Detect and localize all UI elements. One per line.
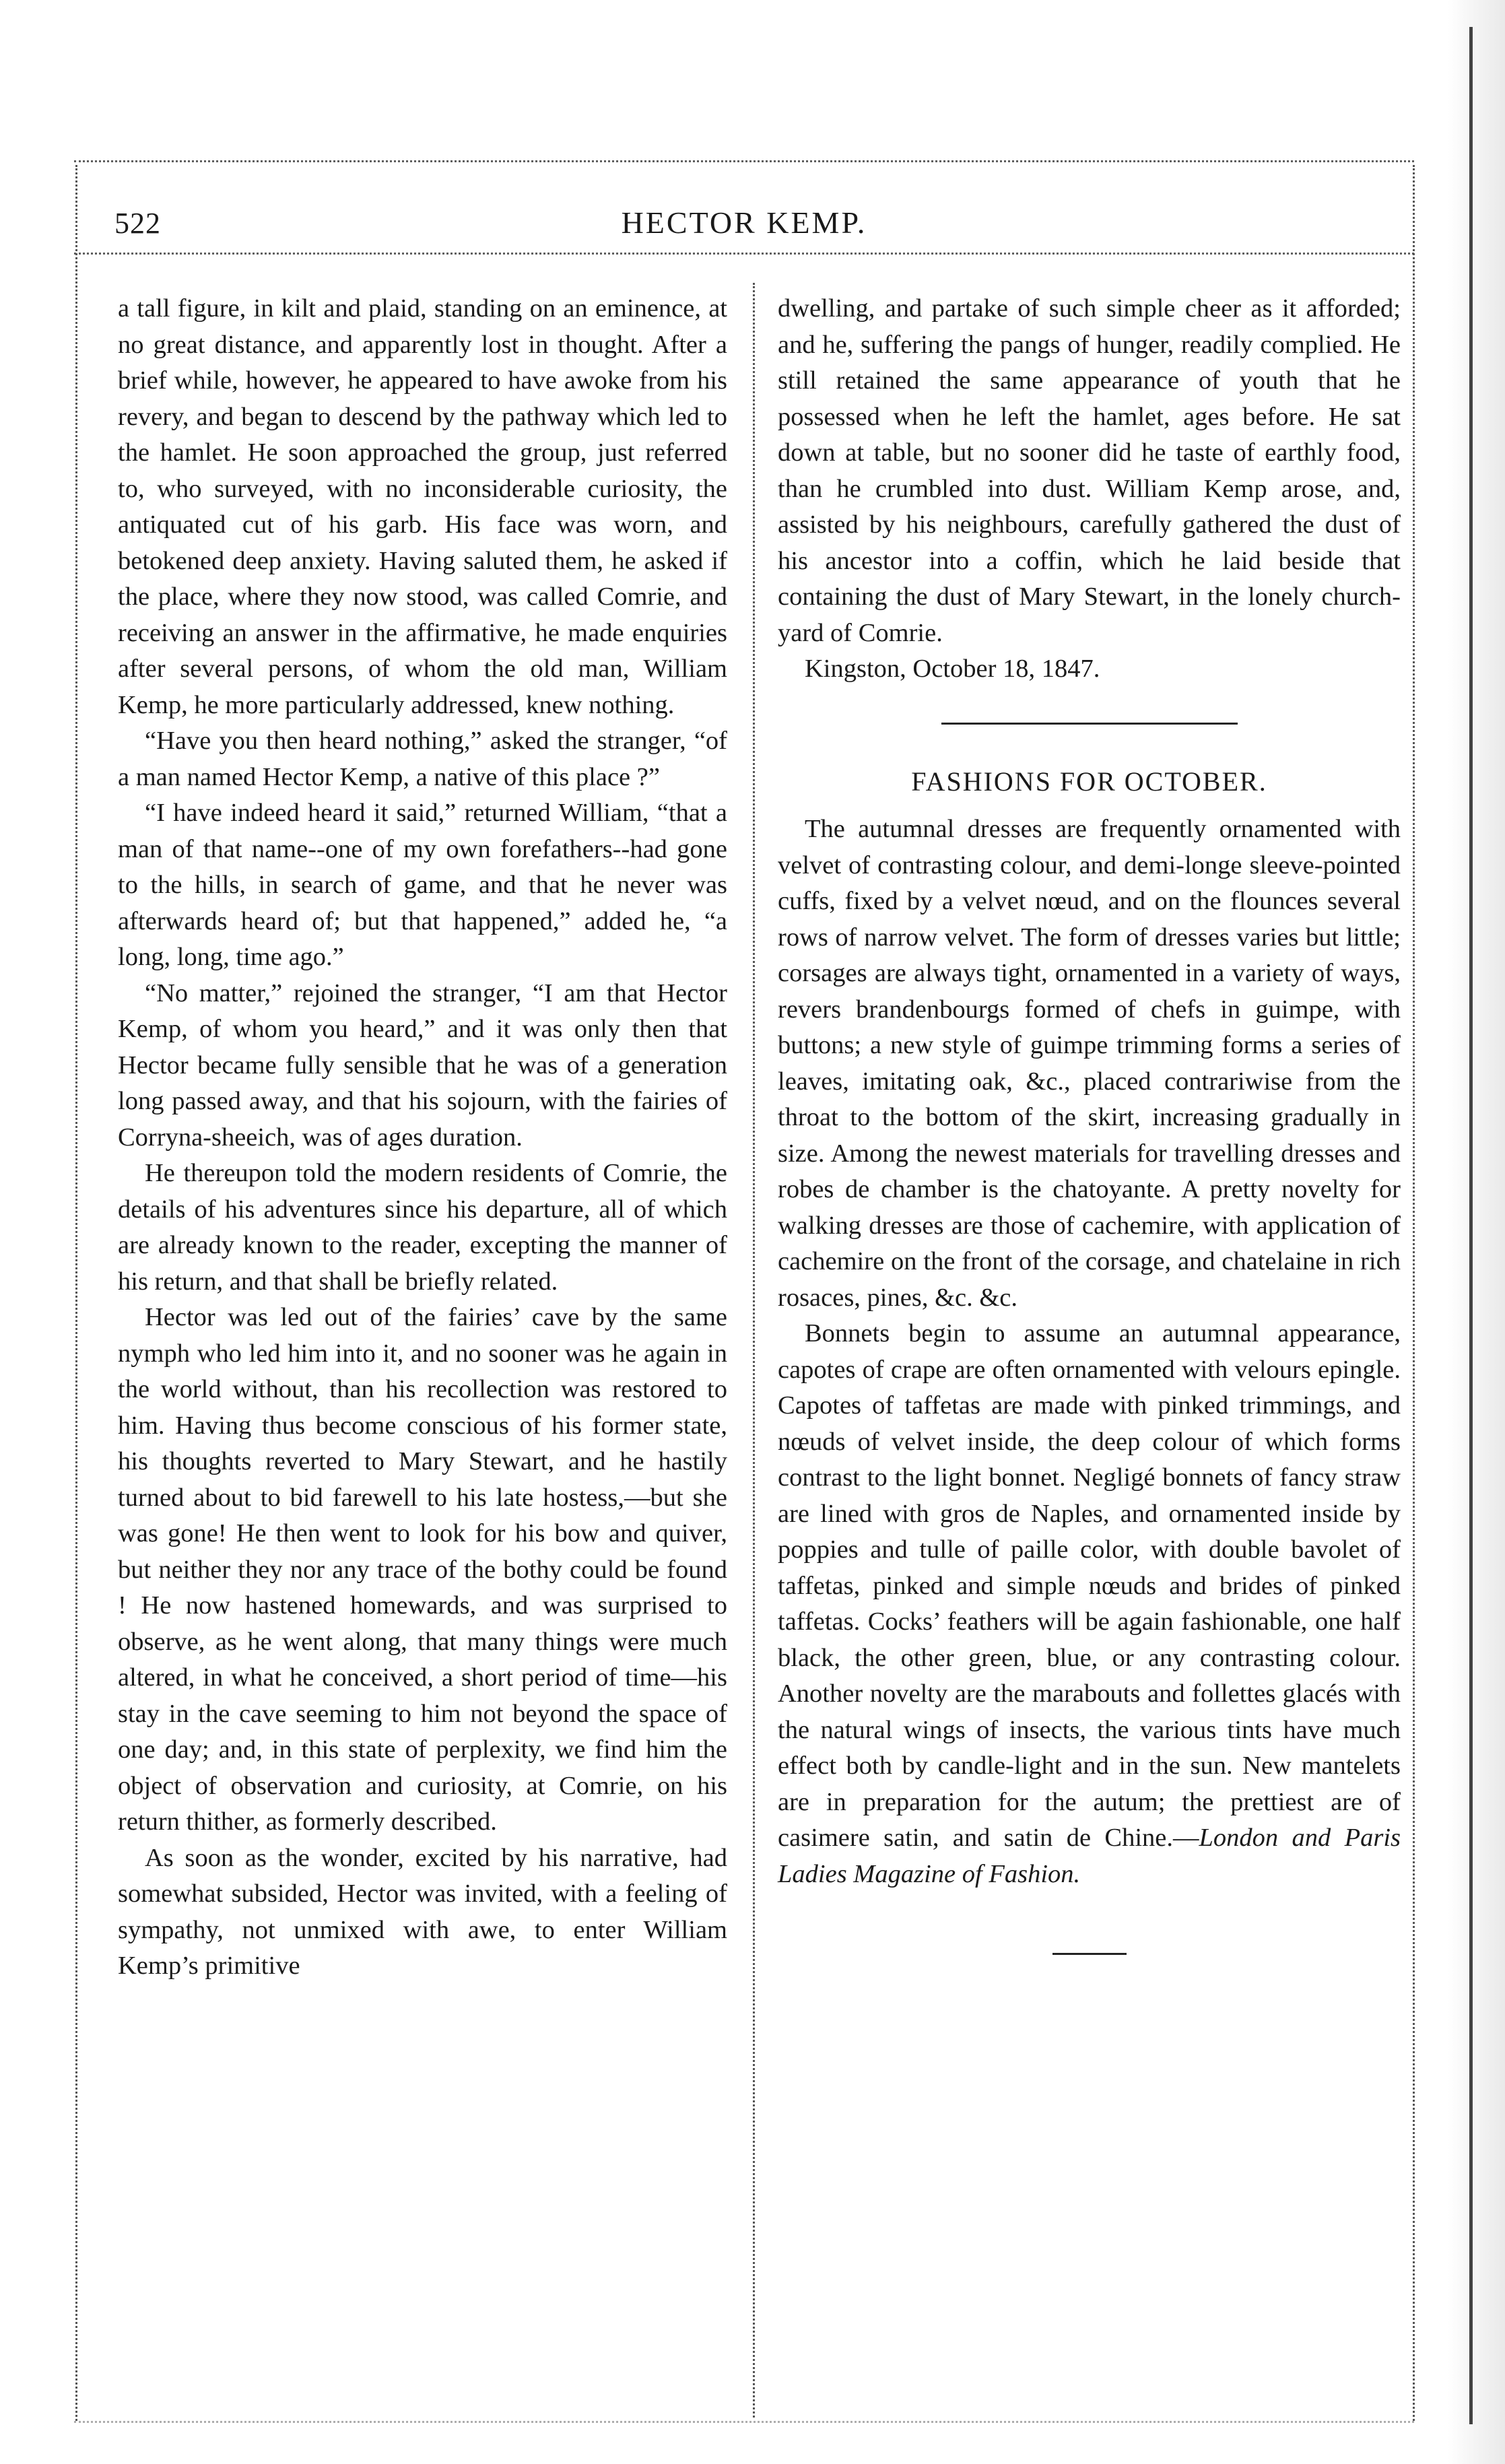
running-title: HECTOR KEMP. — [621, 205, 867, 240]
story-paragraph: “No matter,” rejoined the stranger, “I am that Hector Kemp, of whom you heard,” and it was only then that Hector became fully sensible that he was of a generation long passed away, and that his sojourn, with the fairies of Corryna-sheeich, was of ages duration. — [118, 978, 727, 1152]
fashion-paragraph-text: Bonnets begin to assume an autumnal appearance, capotes of crape are often ornamented with velours epingle. Capotes of taffetas are made with pinked trimmings, and nœuds of velvet inside, the deep colour of which forms contrast to the light bonnet. Negligé bonnets of fancy straw are lined with gros de Naples, and ornamented inside by poppies and tulle of paille color, with double bavolet of taffetas, pinked and simple nœuds and brides of pinked taffetas. Cocks’ feathers will be again fashionable, one half black, the other green, blue, or any contrasting colour. Another novelty are the marabouts and follettes glacés with the natural wings of insects, the various tints have much effect both by candle-light and in the sun. New mantelets are in preparation for the autum; the prettiest are of casimere satin, and satin de Chine. — [778, 1319, 1401, 1852]
section-separator — [941, 723, 1238, 725]
story-continuation: dwelling, and partake of such simple cheer as it afforded; and he, suffering the pangs of hunger, readily complied. He still retained the same appearance of youth that he possessed when he left the hamlet, ages before. He sat down at table, but no sooner did he taste of earthly food, than he crumbled into dust. William Kemp arose, and, assisted by his neighbours, carefully gathered the dust of his ancestor into a coffin, which he laid beside that containing the dust of Mary Stewart, in the lonely church-yard of Comrie. — [778, 294, 1401, 647]
header-rule — [74, 253, 1414, 264]
end-rule — [1052, 1953, 1127, 1955]
column-divider — [753, 283, 755, 2418]
left-border-rule — [75, 165, 77, 2421]
left-column — [118, 291, 727, 1985]
page-binding-edge — [1448, 0, 1505, 2464]
top-border-rule — [74, 160, 1414, 172]
right-border-rule — [1413, 165, 1415, 2421]
story-paragraph: “Have you then heard nothing,” asked the stranger, “of a man named Hector Kemp, a native of this place ?” — [118, 727, 727, 791]
fashion-paragraph: Bonnets begin to assume an autumnal appearance, capotes of crape are often ornamented with velours epingle. Capotes of taffetas are made with pinked trimmings, and nœuds of velvet inside, the deep colour of which forms contrast to the light bonnet. Negligé bonnets of fancy straw are lined with gros de Naples, and ornamented inside by poppies and tulle of paille color, with double bavolet of taffetas, pinked and simple nœuds and brides of pinked taffetas. Cocks’ feathers will be again fashionable, one half black, the other green, blue, or any contrasting colour. Another novelty are the marabouts and follettes glacés with the natural wings of insects, the various tints have much effect both by candle-light and in the sun. New mantelets are in preparation for the autum; the prettiest are of casimere satin, and satin de Chine.—London and Paris Ladies Magazine of Fashion. — [778, 1319, 1401, 1888]
source-credit: London and Paris Ladies Magazine of Fashion. — [778, 1824, 1401, 1888]
section-title: FASHIONS FOR OCTOBER. — [911, 766, 1267, 797]
story-paragraph: “I have indeed heard it said,” returned William, “that a man of that name--one of my own forefathers--had gone to the hills, in search of game, and that he never was afterwards heard of; but that happened,” added he, “a long, long, time ago.” — [118, 799, 727, 971]
running-head — [94, 202, 1394, 249]
bottom-border-rule — [74, 2421, 1414, 2432]
story-paragraph: He thereupon told the modern residents of Comrie, the details of his adventures since his departure, all of which are already known to the reader, excepting the manner of his return, and that shall be briefly related. — [118, 1159, 727, 1296]
story-paragraph: a tall figure, in kilt and plaid, standing on an eminence, at no great distance, and apparently lost in thought. After a brief while, however, he appeared to have awoke from his revery, and began to descend by the pathway which led to the hamlet. He soon approached the group, just referred to, who surveyed, with no inconsiderable curiosity, the antiquated cut of his garb. His face was worn, and betokened deep anxiety. Having saluted them, he asked if the place, where they now stood, was called Comrie, and receiving an answer in the affirmative, he made enquiries after several persons, of whom the old man, William Kemp, he more particularly addressed, knew nothing. — [118, 294, 727, 719]
story-paragraph: Hector was led out of the fairies’ cave by the same nymph who led him into it, and no sooner was he again in the world without, than his recollection was restored to him. Having thus become conscious of his former state, his thoughts reverted to Mary Stewart, and he hastily turned about to bid farewell to his late hostess,—but she was gone! He then went to look for his bow and quiver, but neither they nor any trace of the bothy could be found ! He now hastened homewards, and was surprised to observe, as he went along, that many things were much altered, in what he conceived, a short period of time—his stay in the cave seeming to him not beyond the space of one day; and, in this state of perplexity, we find him the object of observation and curiosity, at Comrie, on his return thither, as formerly described. — [118, 1303, 727, 1836]
dateline: Kingston, October 18, 1847. — [805, 655, 1100, 683]
fashion-paragraph: The autumnal dresses are frequently ornamented with velvet of contrasting colour, and demi-longe sleeve-pointed cuffs, fixed by a velvet nœud, and on the flounces several rows of narrow velvet. The form of dresses varies but little; corsages are always tight, ornamented in a variety of ways, revers brandenbourgs formed of chefs in guimpe, with buttons; a new style of guimpe trimming forms a series of leaves, imitating oak, &c., placed contrariwise from the throat to the bottom of the skirt, increasing gradually in size. Among the newest materials for travelling dresses and robes de chamber is the chatoyante. A pretty novelty for walking dresses are those of cachemire, with application of cachemire on the front of the corsage, and chatelaine in rich rosaces, pines, &c. &c. — [778, 815, 1401, 1312]
right-column — [778, 291, 1401, 1955]
page-number: 522 — [114, 207, 161, 240]
binding-line — [1469, 27, 1473, 2424]
story-paragraph: As soon as the wonder, excited by his narrative, had somewhat subsided, Hector was invited, with a feeling of sympathy, not unmixed with awe, to enter William Kemp’s primitive — [118, 1843, 727, 1980]
